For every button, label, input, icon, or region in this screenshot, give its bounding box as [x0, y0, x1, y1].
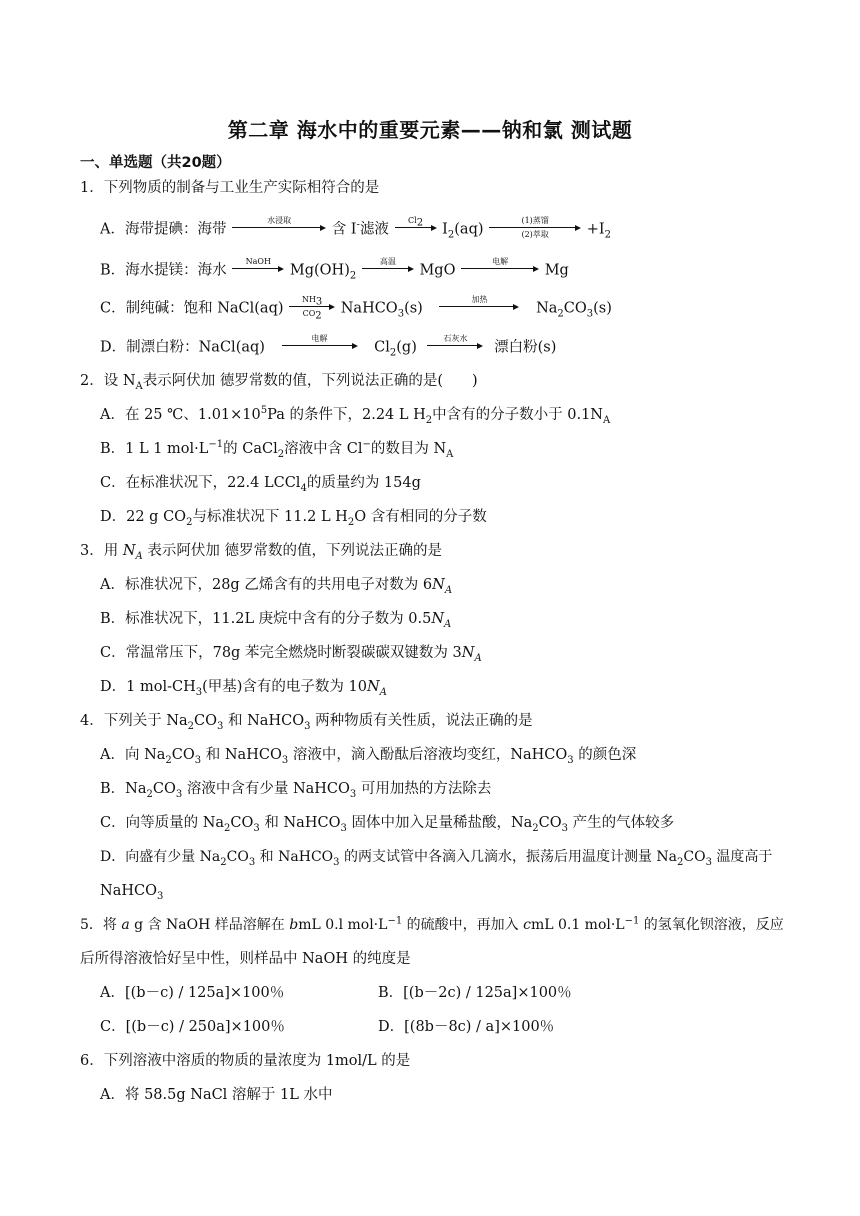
question-4-option-c: C．向等质量的 $Na_2CO_3$ 和 NaHCO$_3$ 固体中加入足量稀盐酸，$Na_2CO_3$ 产生的气体较多	[100, 815, 675, 834]
question-1-option-a: A．海带提碘：海带 水浸取 含 I-滤液 $Cl_2$ $I_2(aq)$ (1)蒸馏 (2)萃取 $+I_2$	[100, 216, 611, 241]
question-3-stem: 3．用 $N_A$ 表示阿伏加 德罗常数的值，下列说法正确的是	[80, 543, 442, 562]
question-4-option-b: B．$Na_2CO_3$ 溶液中含有少量 NaHCO$_3$ 可用加热的方法除去	[100, 781, 492, 800]
reaction-arrow: 电解	[461, 257, 539, 280]
question-2-option-c: C．在标准状况下，22.4 LCCl$_4$的质量约为 154g	[100, 475, 421, 494]
question-5-option-c: C．[(b－c) / 250a]×100％	[100, 1019, 285, 1035]
question-6-stem: 6．下列溶液中溶质的物质的量浓度为 1mol/L 的是	[80, 1053, 411, 1069]
question-5-option-d: D．[(8b－8c) / a]×100％	[378, 1019, 555, 1035]
question-2-option-d: D．22 g $CO_2$与标准状况下 11.2 L $H_2O$ 含有相同的分子数	[100, 509, 487, 528]
reaction-arrow: 石灰水	[427, 334, 483, 357]
question-4-stem: 4．下列关于 $Na_2CO_3$ 和 NaHCO$_3$ 两种物质有关性质，说法正确的是	[80, 713, 533, 732]
question-5-option-a: A．[(b－c) / 125a]×100％	[100, 985, 285, 1001]
question-1-stem: 1．下列物质的制备与工业生产实际相符合的是	[80, 180, 380, 196]
question-4-option-d: D．向盛有少量 $Na_2CO_3$ 和 NaHCO$_3$ 的两支试管中各滴入几滴水，振荡后用温度计测量 $Na_2CO_3$ 温度高于	[100, 849, 773, 868]
question-2-option-a: A．在 25 ℃、$1.01\times 10^5Pa$ 的条件下，2.24 L $H_2$中含有的分子数小于 $0.1N_A$	[100, 405, 611, 426]
reaction-arrow: $NH_3$ $CO_2$	[289, 295, 335, 318]
page-title: 第二章 海水中的重要元素——钠和氯 测试题	[227, 118, 633, 142]
question-1-option-d: D．制漂白粉：NaCl(aq) 电解 $Cl_2(g)$ 石灰水 漂白粉(s)	[100, 334, 557, 359]
question-3-option-a: A．标准状况下，28g 乙烯含有的共用电子对数为 $6N_A$	[100, 577, 453, 596]
reaction-arrow: 水浸取	[232, 216, 326, 239]
reaction-arrow: (1)蒸馏 (2)萃取	[489, 216, 581, 239]
question-4-option-a: A．向 $Na_2CO_3$ 和 NaHCO$_3$ 溶液中，滴入酚酞后溶液均变红，NaHCO$_3$ 的颜色深	[100, 747, 637, 766]
reaction-arrow: 加热	[439, 295, 519, 318]
question-5-stem-line-1: 5．将 a g 含 NaOH 样品溶解在 bmL 0.l $mol\cdot L^{-1}$ 的硫酸中，再加入 cmL 0.1 $mol\cdot L^{-1}$ 的氢氧化钡溶液，反应	[80, 915, 784, 933]
question-1-option-c: C．制纯碱：饱和 NaCl(aq) $NH_3$ $CO_2$ NaHCO$_3$(s) 加热 $Na_2CO_3(s)$	[100, 295, 612, 322]
question-2-option-b: B．1 L 1 $mol\cdot L^{-1}$的 CaCl$_2$溶液中含 Cl−的数目为 $N_A$	[100, 439, 454, 460]
question-1-option-b: B．海水提镁：海水 NaOH $Mg(OH)_2$ 高温 MgO 电解 Mg	[100, 257, 569, 282]
reaction-arrow: 高温	[362, 257, 414, 280]
section-heading: 一、单选题（共20题）	[80, 155, 231, 171]
question-4-option-d-continued: NaHCO$_3$	[100, 883, 164, 902]
question-2-stem: 2．设 $N_A$表示阿伏加 德罗常数的值，下列说法正确的是( )	[80, 373, 478, 392]
question-5-option-b: B．[(b－2c) / 125a]×100％	[378, 985, 572, 1001]
reaction-arrow: NaOH	[232, 257, 284, 280]
reaction-arrow: 电解	[282, 334, 358, 357]
reaction-arrow: $Cl_2$	[395, 216, 437, 239]
question-3-option-b: B．标准状况下，11.2L 庚烷中含有的分子数为 $0.5N_A$	[100, 611, 452, 630]
question-6-option-a: A．将 58.5g NaCl 溶解于 1L 水中	[100, 1087, 333, 1103]
question-3-option-c: C．常温常压下，78g 苯完全燃烧时断裂碳碳双键数为 $3N_A$	[100, 645, 482, 664]
question-3-option-d: D．1 mol-$CH_3$(甲基)含有的电子数为 $10N_A$	[100, 679, 387, 698]
question-5-stem-line-2: 后所得溶液恰好呈中性，则样品中 NaOH 的纯度是	[80, 951, 411, 967]
